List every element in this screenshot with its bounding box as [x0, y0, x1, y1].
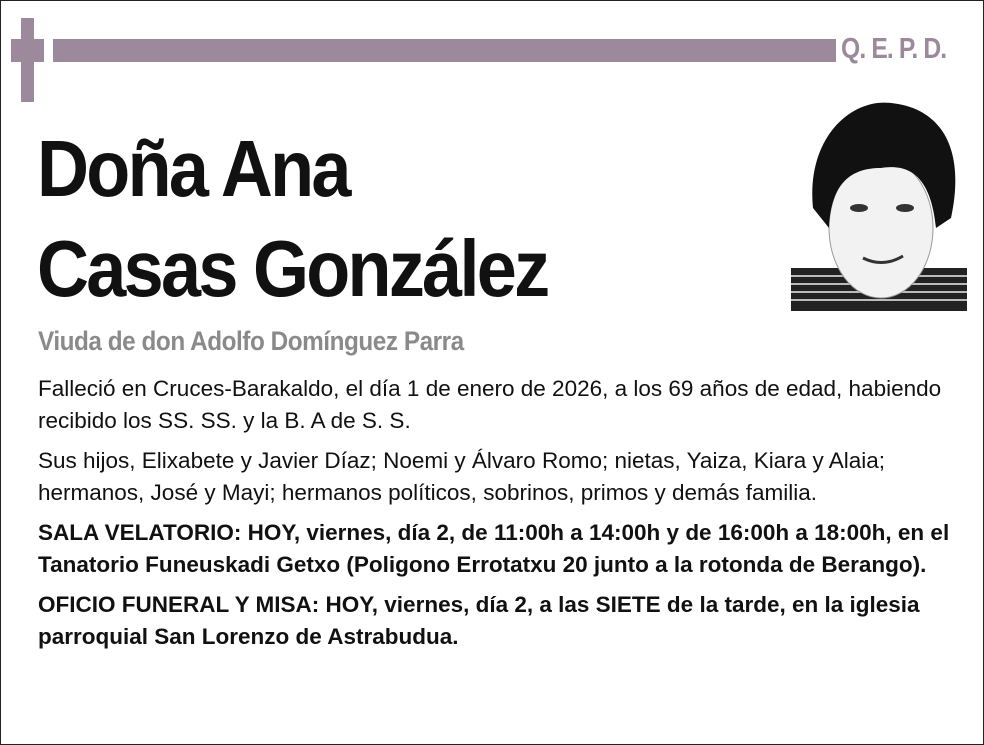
portrait-photo	[791, 98, 967, 311]
cross-icon-arm	[11, 39, 44, 62]
wake-info: SALA VELATORIO: HOY, viernes, día 2, de 11:00h a 14:00h y de 16:00h a 18:00h, en el Tanatorio Funeuskadi Getxo (Poligono Errotatxu 20 junto a la rotonda de Berango).	[38, 520, 950, 577]
qepd-label: Q. E. P. D.	[841, 33, 947, 65]
family-list: Sus hijos, Elixabete y Javier Díaz; Noemi y Álvaro Romo; nietas, Yaiza, Kiara y Alaia; hermanos, José y Mayi; hermanos políticos, sobrinos, primos y demás familia.	[38, 448, 886, 505]
name-line-1: Doña Ana	[37, 124, 349, 213]
name-line-2: Casas González	[37, 224, 548, 313]
widow-subtitle: Viuda de don Adolfo Domínguez Parra	[38, 326, 464, 356]
death-details: Falleció en Cruces-Barakaldo, el día 1 de enero de 2026, a los 69 años de edad, habiendo recibido los SS. SS. y la B. A de S. S.	[38, 376, 942, 433]
header-bar	[53, 39, 836, 62]
funeral-info: OFICIO FUNERAL Y MISA: HOY, viernes, día 2, a las SIETE de la tarde, en la iglesia parroquial San Lorenzo de Astrabudua.	[38, 592, 920, 649]
notice-body	[38, 373, 958, 661]
